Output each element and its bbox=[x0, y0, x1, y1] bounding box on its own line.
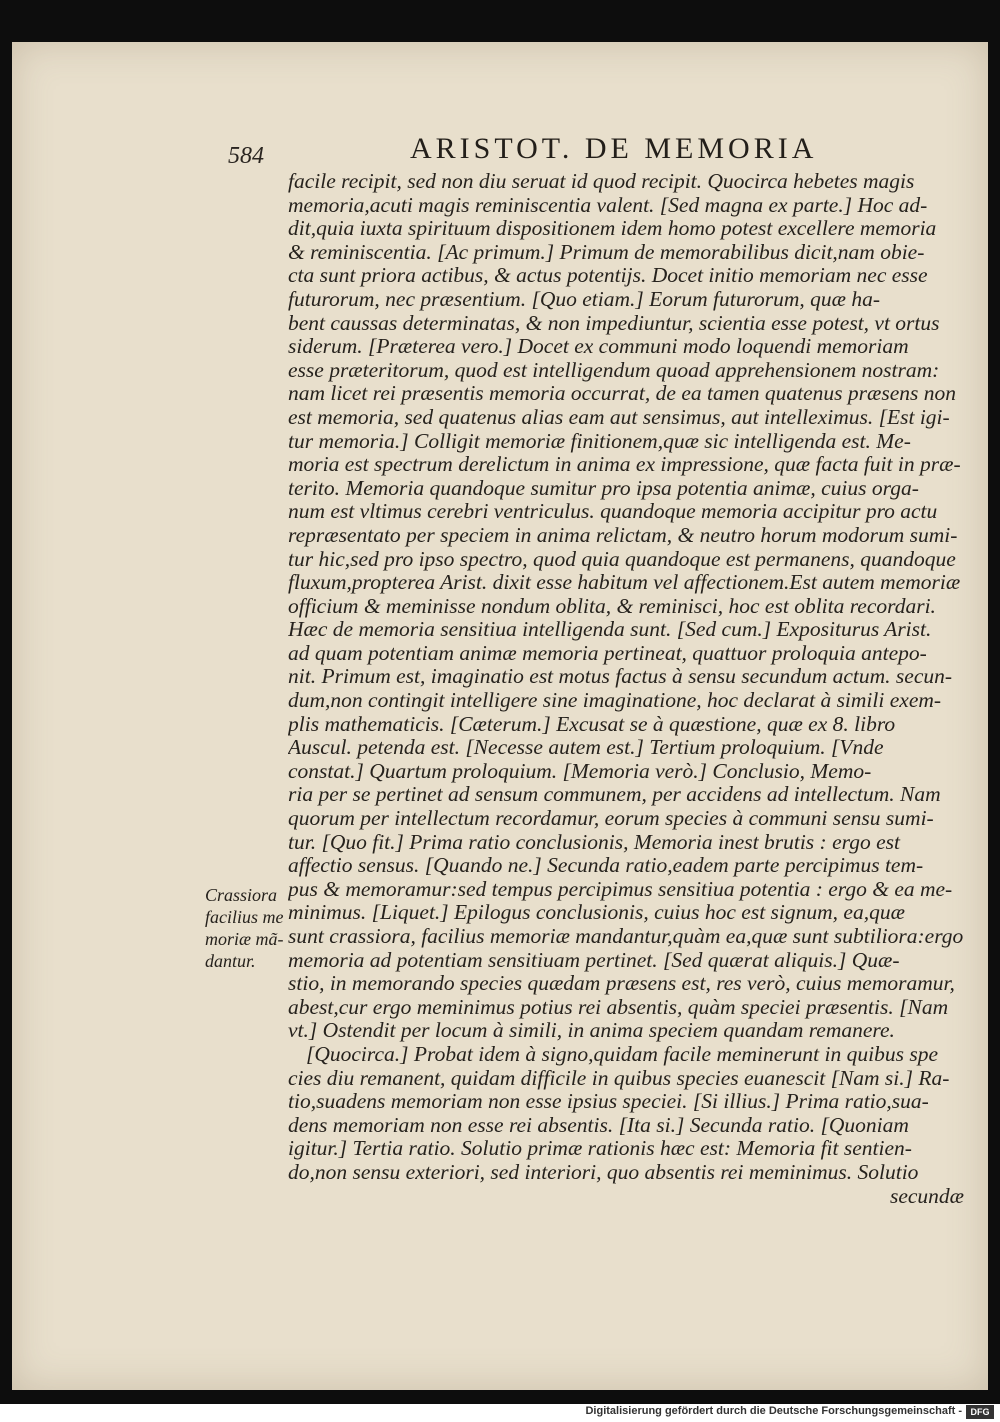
text-line: fluxum,propterea Arist. dixit esse habitum vel affectionem.Est autem memoriæ bbox=[288, 571, 961, 595]
text-line: memoria,acuti magis reminiscentia valent. [Sed magna ex parte.] Hoc ad- bbox=[288, 193, 928, 217]
text-line: siderum. [Præterea vero.] Docet ex communi modo loquendi memoriam bbox=[288, 335, 909, 359]
text-line: ria per se pertinet ad sensum communem, per accidens ad intellectum. Nam bbox=[288, 783, 941, 807]
text-line: pus & memoramur:sed tempus percipimus sensitiua potentia : ergo & ea me- bbox=[288, 877, 953, 901]
text-line: officium & meminisse nondum oblita, & reminisci, hoc est oblita recordari. bbox=[288, 594, 936, 618]
text-line: [Quocirca.] Probat idem à signo,quidam facile meminerunt in quibus spe bbox=[306, 1042, 939, 1066]
marginal-note-line: moriæ mã- bbox=[205, 929, 284, 949]
text-line: tur hic,sed pro ipso spectro, quod quia quandoque est permanens, quandoque bbox=[288, 547, 956, 571]
text-line: dens memoriam non esse rei absentis. [Ita si.] Secunda ratio. [Quoniam bbox=[288, 1113, 909, 1137]
text-line: Auscul. petenda est. [Necesse autem est.] Tertium proloquium. [Vnde bbox=[288, 736, 884, 760]
text-line: affectio sensus. [Quando ne.] Secunda ratio,eadem parte percipimus tem- bbox=[288, 854, 924, 878]
text-line: nam licet rei præsentis memoria occurrat, de ea tamen quatenus præsens non bbox=[288, 382, 957, 406]
text-line: repræsentato per speciem in anima relictam, & neutro horum modorum sumi- bbox=[288, 523, 958, 547]
text-line: facile recipit, sed non diu seruat id quod recipit. Quocirca hebetes magis bbox=[288, 170, 915, 193]
funding-credit: Digitalisierung gefördert durch die Deutsche Forschungsgemeinschaft - bbox=[585, 1405, 962, 1417]
text-line: stio, in memorando species quædam præsens est, res verò, cuius memoramur, bbox=[288, 972, 955, 996]
text-line: num est vltimus cerebri ventriculus. quandoque memoria accipitur pro actu bbox=[288, 500, 938, 524]
text-line: cies diu remanent, quidam difficile in quibus species euanescit [Nam si.] Ra- bbox=[288, 1066, 950, 1090]
text-line: moria est spectrum derelictum in anima ex impressione, quæ facta fuit in præ- bbox=[288, 453, 961, 477]
text-line: est memoria, sed quatenus alias eam aut sensimus, aut intelleximus. [Est igi- bbox=[288, 405, 950, 429]
text-line: cta sunt priora actibus, & actus potentijs. Docet initio memoriam nec esse bbox=[288, 264, 928, 288]
text-line: Hæc de memoria sensitiua intelligenda sunt. [Sed cum.] Expositurus Arist. bbox=[288, 618, 932, 642]
dfg-logo: DFG bbox=[966, 1405, 994, 1419]
marginal-note bbox=[205, 884, 287, 972]
text-line: plis mathematicis. [Cæterum.] Excusat se à quæstione, quæ ex 8. libro bbox=[288, 712, 896, 736]
text-line: abest,cur ergo meminimus potius rei absentis, quàm speciei præsentis. [Nam bbox=[288, 995, 949, 1019]
text-line: tur memoria.] Colligit memoriæ finitionem,quæ sic intelligenda est. Me- bbox=[288, 429, 911, 453]
text-line: & reminiscentia. [Ac primum.] Primum de memorabilibus dicit,nam obie- bbox=[288, 240, 925, 264]
marginal-note-line: dantur. bbox=[205, 951, 256, 971]
text-line: minimus. [Liquet.] Epilogus conclusionis, cuius hoc est signum, ea,quæ bbox=[288, 901, 905, 925]
text-line: terito. Memoria quandoque sumitur pro ipsa potentia animæ, cuius orga- bbox=[288, 476, 919, 500]
text-line: futurorum, nec præsentium. [Quo etiam.] Eorum futurorum, quæ ha- bbox=[288, 287, 881, 311]
text-line: esse præteritorum, quod est intelligendum quoad apprehensionem nostram: bbox=[288, 358, 940, 382]
text-line: secundæ bbox=[889, 1184, 964, 1208]
marginal-note-line: facilius me bbox=[205, 907, 284, 927]
text-line: nit. Primum est, imaginatio est motus factus à sensu secundum actum. secun- bbox=[288, 665, 953, 689]
marginal-note-line: Crassiora bbox=[205, 885, 278, 905]
text-line: sunt crassiora, facilius memoriæ mandantur,quàm ea,quæ sunt subtiliora:ergo bbox=[288, 925, 964, 948]
text-line: dit,quia iuxta spirituum dispositionem idem homo potest excellere memoria bbox=[288, 217, 937, 241]
text-line: igitur.] Tertia ratio. Solutio primæ rationis hæc est: Memoria fit sentien- bbox=[288, 1137, 912, 1161]
running-head: ARISTOT. DE MEMORIA bbox=[410, 132, 818, 165]
body-text bbox=[288, 170, 964, 1208]
text-line: tio,suadens memoriam non esse ipsius speciei. [Si illius.] Prima ratio,sua- bbox=[288, 1090, 929, 1114]
text-line: dum,non contingit intelligere sine imaginatione, hoc declarat à simili exem- bbox=[288, 689, 942, 713]
page-number: 584 bbox=[228, 143, 264, 169]
text-line: ad quam potentiam animæ memoria pertineat, quattuor proloquia antepo- bbox=[288, 641, 927, 665]
text-line: bent caussas determinatas, & non impediuntur, scientia esse potest, vt ortus bbox=[288, 311, 940, 335]
text-line: constat.] Quartum proloquium. [Memoria verò.] Conclusio, Memo- bbox=[288, 759, 872, 783]
text-line: do,non sensu exteriori, sed interiori, quo absentis rei meminimus. Solutio bbox=[288, 1160, 919, 1184]
text-line: quorum per intellectum recordamur, eorum species à communi sensu sumi- bbox=[288, 807, 934, 831]
text-line: memoria ad potentiam sensitiuam pertinet. [Sed quærat aliquis.] Quæ- bbox=[288, 948, 900, 972]
text-line: tur. [Quo fit.] Prima ratio conclusionis, Memoria inest brutis : ergo est bbox=[288, 830, 900, 854]
text-line: vt.] Ostendit per locum à simili, in anima speciem quandam remanere. bbox=[288, 1019, 895, 1043]
